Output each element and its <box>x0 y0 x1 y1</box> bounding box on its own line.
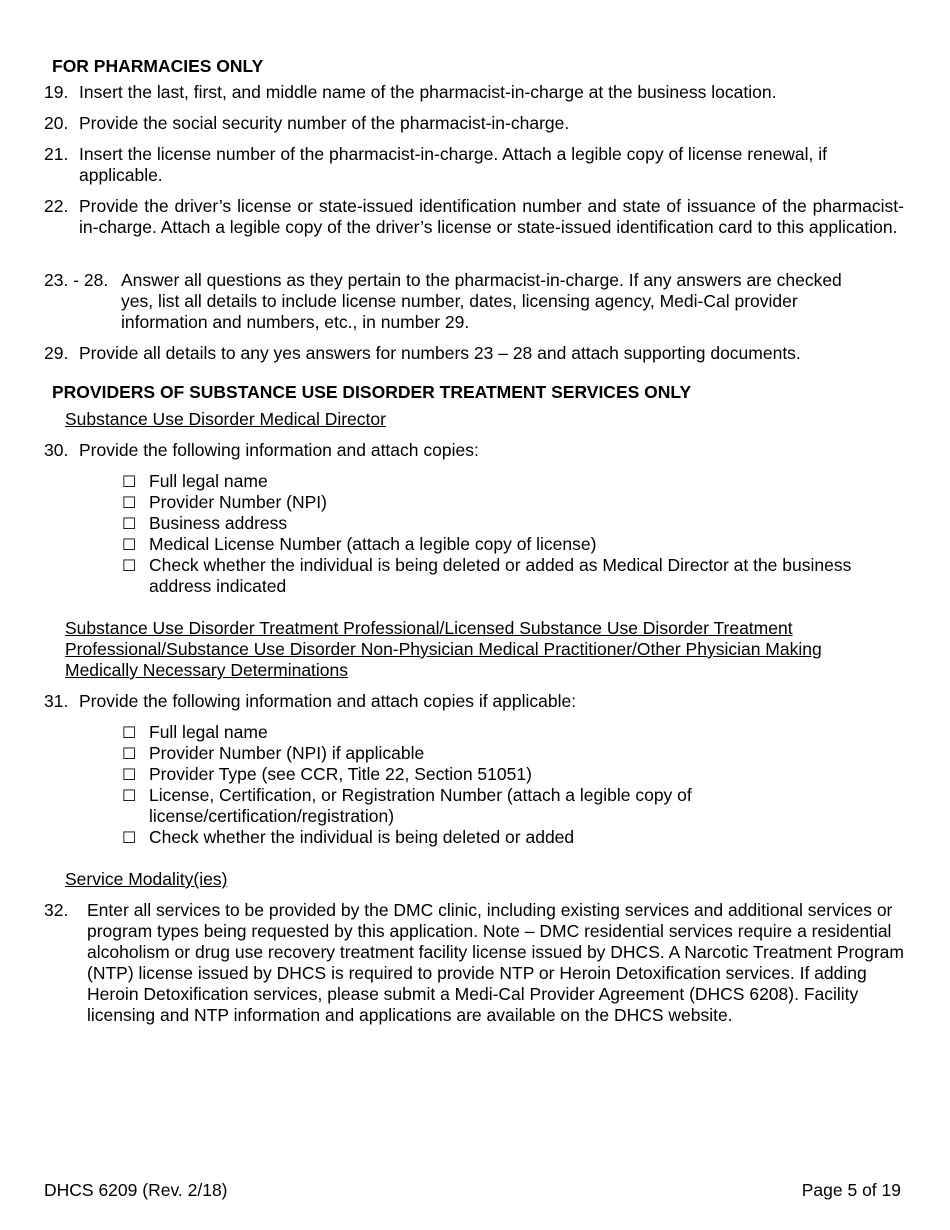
item-text: Provide the social security number of the pharmacist-in-charge. <box>79 113 570 133</box>
checklist-item: ☐ Full legal name <box>122 722 268 742</box>
item-text: Answer all questions as they pertain to the pharmacist-in-charge. If any answers are checked yes, list all details to include license number, dates, licensing agency, Medi-Cal provider information and numbers, etc., in number 29. <box>121 270 842 332</box>
checkbox-icon: ☐ <box>122 744 137 763</box>
checkbox-icon: ☐ <box>122 535 137 554</box>
page-number: Page 5 of 19 <box>801 1180 901 1200</box>
checklist-item: ☐ Check whether the individual is being deleted or added <box>122 827 575 847</box>
checklist-item: ☐ Business address <box>122 513 288 533</box>
checkbox-icon: ☐ <box>122 828 137 847</box>
professional-checklist <box>122 722 762 848</box>
item-text: Provide the following information and attach copies: <box>79 440 479 460</box>
checklist-item: ☐ License, Certification, or Registration Number (attach a legible copy of license/certification/registration) <box>122 785 692 826</box>
checkbox-icon: ☐ <box>122 765 137 784</box>
professional-subheading: Substance Use Disorder Treatment Professional/Licensed Substance Use Disorder Treatment Professional/Substance Use Disorder Non-Physician Medical Practitioner/Other Physician Making Medically Necessary Determinations <box>65 618 822 680</box>
sud-heading: PROVIDERS OF SUBSTANCE USE DISORDER TREATMENT SERVICES ONLY <box>52 382 692 402</box>
checklist-item: ☐ Full legal name <box>122 471 268 491</box>
checklist-item: ☐ Check whether the individual is being deleted or added as Medical Director at the business address indicated <box>122 555 852 596</box>
item-19 <box>44 82 904 103</box>
item-21 <box>44 144 904 186</box>
item-number: 23. - 28. <box>44 270 109 290</box>
checklist-item: ☐ Provider Type (see CCR, Title 22, Section 51051) <box>122 764 532 784</box>
item-32 <box>44 900 904 1026</box>
item-number: 20. <box>44 113 69 133</box>
checkbox-icon: ☐ <box>122 556 137 575</box>
item-number: 32. <box>44 900 69 920</box>
item-text: Provide the following information and attach copies if applicable: <box>79 691 577 711</box>
checkbox-icon: ☐ <box>122 493 137 512</box>
checkbox-icon: ☐ <box>122 786 137 805</box>
item-number: 22. <box>44 196 69 216</box>
checkbox-icon: ☐ <box>122 514 137 533</box>
form-id: DHCS 6209 (Rev. 2/18) <box>44 1180 228 1200</box>
checkbox-icon: ☐ <box>122 472 137 491</box>
checklist-item: ☐ Medical License Number (attach a legible copy of license) <box>122 534 597 554</box>
item-text: Insert the license number of the pharmacist-in-charge. Attach a legible copy of license renewal, if applicable. <box>79 144 828 185</box>
item-text: Provide the driver’s license or state-issued identification number and state of issuance of the pharmacist-in-charge. Attach a legible copy of the driver’s license or state-issued identification card to this application. <box>79 196 904 237</box>
item-text: Provide all details to any yes answers for numbers 23 – 28 and attach supporting documents. <box>79 343 801 363</box>
checklist-item: ☐ Provider Number (NPI) if applicable <box>122 743 425 763</box>
pharmacies-heading: FOR PHARMACIES ONLY <box>52 56 264 76</box>
medical-director-subheading: Substance Use Disorder Medical Director <box>65 409 386 429</box>
item-text: Enter all services to be provided by the DMC clinic, including existing services and additional services or program types being requested by this application. Note – DMC residential services require a residential alcoholism or drug use recovery treatment facility license issued by DHCS. A Narcotic Treatment Program (NTP) license issued by DHCS is required to provide NTP or Heroin Detoxification services. If adding Heroin Detoxification services, please submit a Medi-Cal Provider Agreement (DHCS 6208). Facility licensing and NTP information and applications are available on the DHCS website. <box>87 900 904 1025</box>
item-22 <box>44 196 904 238</box>
item-31 <box>44 691 904 712</box>
item-20 <box>44 113 904 134</box>
medical-director-checklist <box>122 471 902 597</box>
item-23-28 <box>44 270 904 333</box>
item-number: 31. <box>44 691 69 711</box>
item-number: 19. <box>44 82 69 102</box>
item-30 <box>44 440 904 461</box>
checkbox-icon: ☐ <box>122 723 137 742</box>
item-number: 29. <box>44 343 69 363</box>
modality-subheading: Service Modality(ies) <box>65 869 228 889</box>
item-number: 30. <box>44 440 69 460</box>
item-29 <box>44 343 904 364</box>
item-text: Insert the last, first, and middle name of the pharmacist-in-charge at the business location. <box>79 82 777 102</box>
item-number: 21. <box>44 144 69 164</box>
checklist-item: ☐ Provider Number (NPI) <box>122 492 327 512</box>
